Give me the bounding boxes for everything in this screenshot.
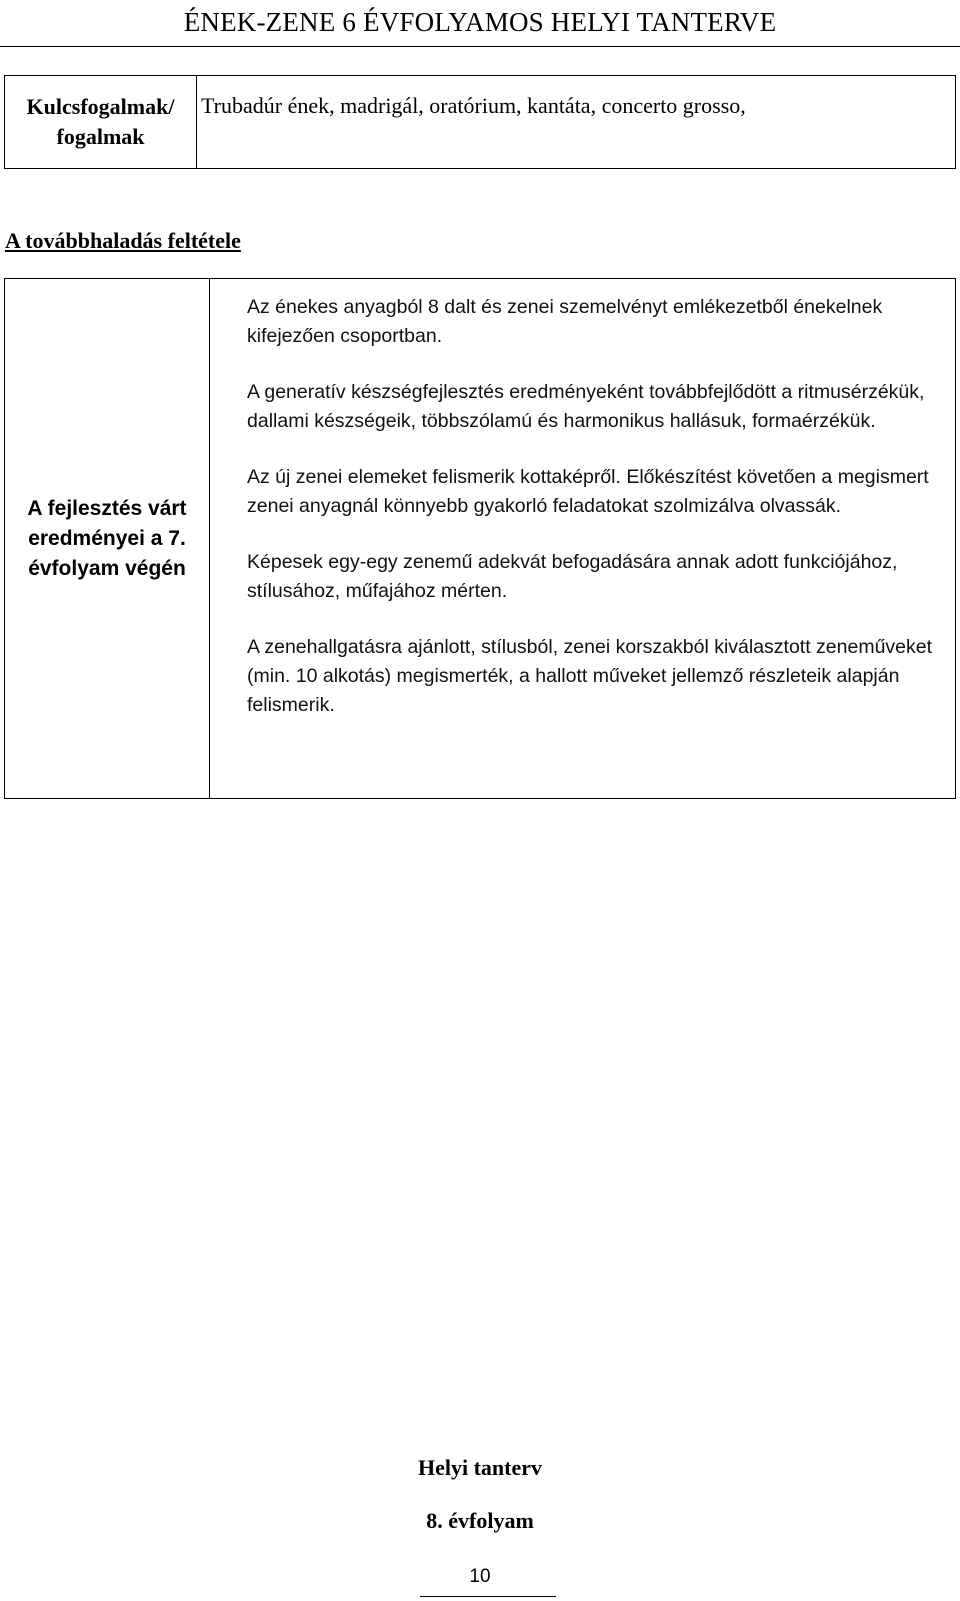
key-concepts-label <box>27 92 175 152</box>
grade-title: 8. évfolyam <box>426 1508 534 1533</box>
result-paragraph: Képesek egy-egy zenemű adekvát befogadására annak adott funkciójához, stílusához, műfajához mérten. <box>247 551 898 602</box>
expected-results-label-line1: A fejlesztés várt <box>27 496 187 520</box>
result-paragraph: Az énekes anyagból 8 dalt és zenei szemelvényt emlékezetből énekelnek kifejezően csoportban. <box>247 296 883 347</box>
result-paragraph: Az új zenei elemeket felismerik kottaképről. Előkészítést követően a megismert zenei anyagnál könnyebb gyakorló feladatokat szolmizálva olvassák. <box>247 466 929 517</box>
result-paragraph: A generatív készségfejlesztés eredményeként továbbfejlődött a ritmusérzékük, dallami készségeik, többszólamú és harmonikus hallásuk, formaérzékük. <box>247 381 925 432</box>
key-concepts-label-cell <box>5 76 197 168</box>
result-paragraph: A zenehallgatásra ajánlott, stílusból, zenei korszakból kiválasztott zeneműveket (min. 10 alkotás) megismerték, a hallott műveket jellemző részleteik alapján felismerik. <box>247 636 933 716</box>
expected-results-table <box>4 278 956 799</box>
key-concepts-value: Trubadúr ének, madrigál, oratórium, kantáta, concerto grosso, <box>201 93 746 118</box>
expected-results-label-cell <box>5 279 210 798</box>
page-number: 10 <box>469 1566 491 1587</box>
key-concepts-label-line2: fogalmak <box>56 124 145 149</box>
expected-results-label <box>27 494 186 584</box>
key-concepts-label-line1: Kulcsfogalmak/ <box>26 94 175 119</box>
page-number-rule <box>420 1596 556 1597</box>
curriculum-title: Helyi tanterv <box>417 1455 543 1480</box>
expected-results-content <box>247 293 959 747</box>
expected-results-label-line3: évfolyam végén <box>28 556 186 580</box>
progression-heading: A továbbhaladás feltétele <box>5 228 241 253</box>
key-concepts-table <box>4 75 956 169</box>
expected-results-label-line2: eredményei a 7. <box>28 526 186 550</box>
title-underline <box>0 46 960 47</box>
document-title: ÉNEK-ZENE 6 ÉVFOLYAMOS HELYI TANTERVE <box>183 7 777 37</box>
